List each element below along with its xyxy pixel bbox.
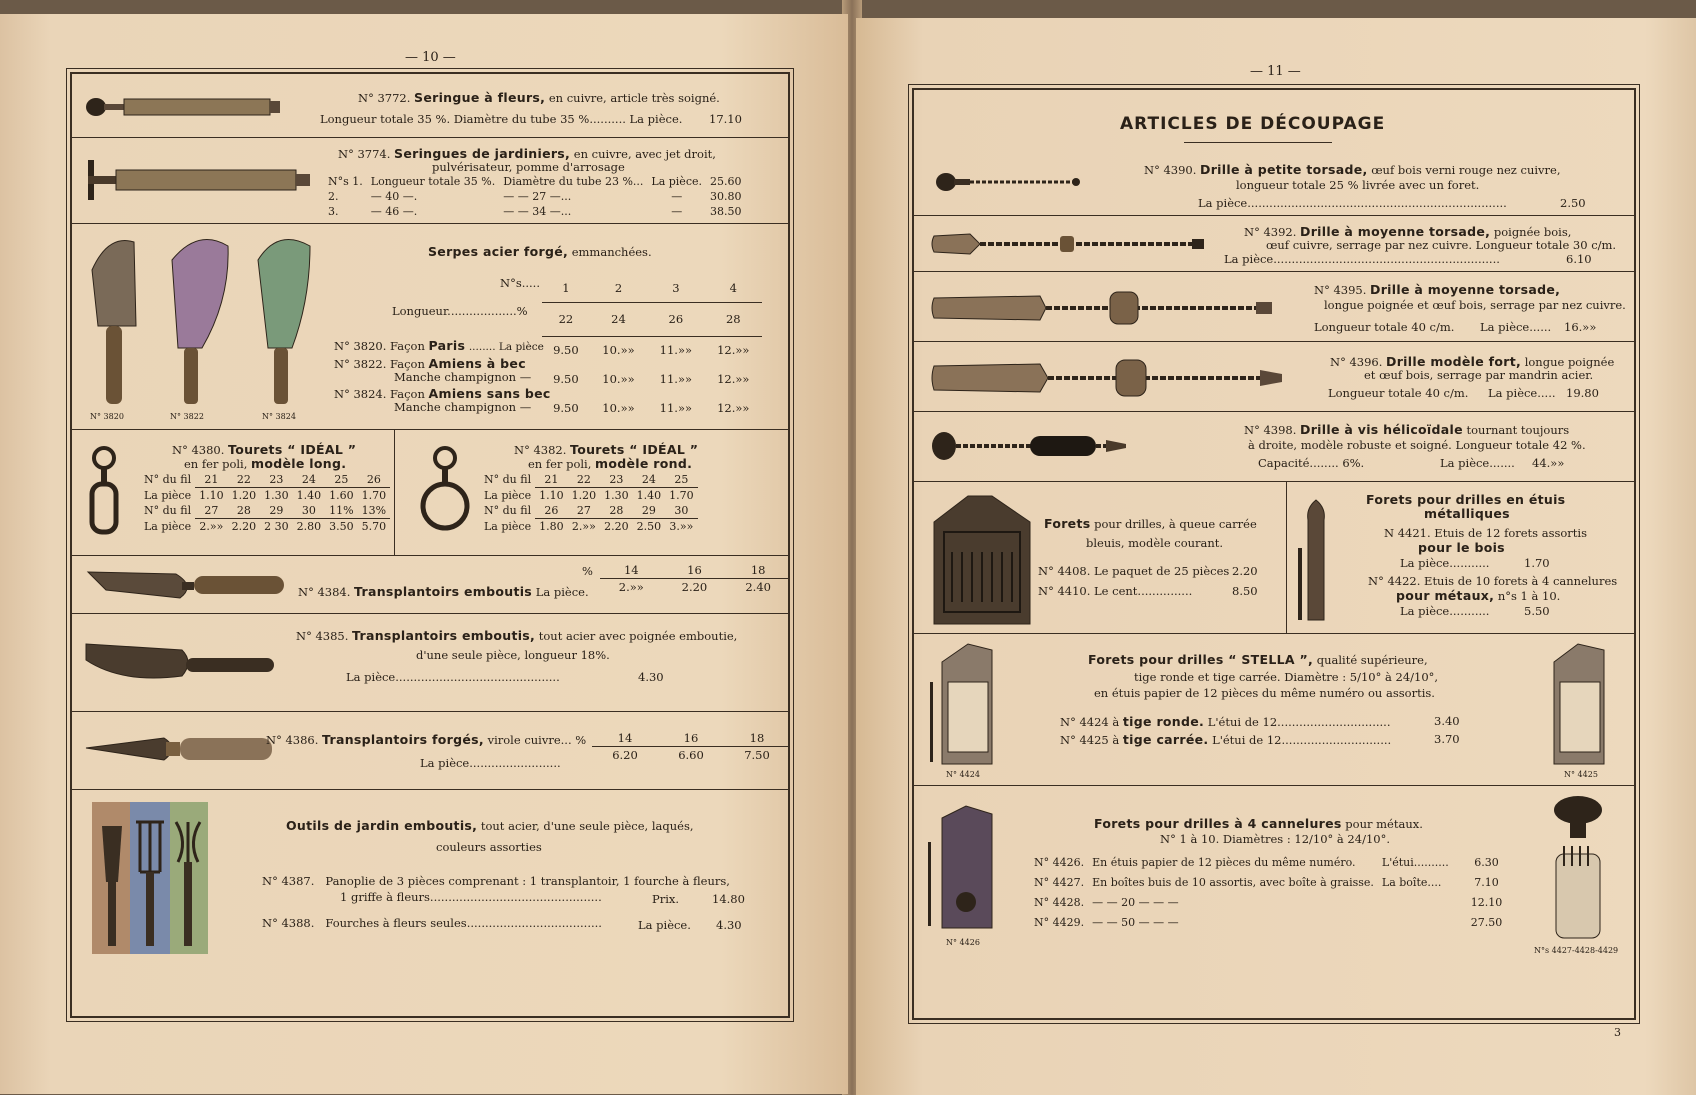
style-sub: Manche champignon — [394,370,532,384]
item-price: 4.30 [716,918,742,932]
right-page [856,18,1696,1095]
item-price: 1.70 [1524,556,1550,570]
corner-page-number: 3 [1614,1026,1621,1039]
left-frame [70,72,790,1018]
trowel-stamped-icon [82,634,282,688]
item-price: 14.80 [712,892,745,906]
trowel-icon [86,564,286,606]
item-price: 16.»» [1564,320,1597,334]
item-desc: emmanchées. [571,245,652,259]
syringe-table: N°s 1. Longueur totale 35 %. Diamètre du tube 23 %... La pièce. 25.60 2. — 40 —. — — 27 —... — 30.80 3. — 46 —. — — 34 —... — 38.50 [328,175,742,218]
item-desc-2: Longueur totale 35 %. Diamètre du tube 35 %.......... La pièce. [320,112,683,126]
section-title: ARTICLES DE DÉCOUPAGE [1120,114,1386,134]
trowel-forged-icon [84,730,274,768]
trowel-4386-table: 14 16 18 6.20 6.60 7.50 [592,730,790,763]
caption-3820: N° 3820 [90,412,124,421]
item-4392: N° 4392. Drille à moyenne torsade, poignée bois, œuf cuivre, serrage par nez cuivre. Longueur totale 30 c/m. La pièce.............................................................. 6.10 [914,216,1634,272]
item-4390: N° 4390. Drille à petite torsade, œuf bois verni rouge nez cuivre, longueur totale 25 % livrée avec un foret. La pièce....................................................................... 2.50 [914,150,1634,216]
item-price: 44.»» [1532,456,1565,470]
item-number: N° 3774. [338,147,391,161]
item-name: Forets [1044,516,1091,531]
swivel-long-icon [86,444,122,540]
item-name: Forets pour drilles en étuis [1366,492,1566,507]
item-4386: N° 4386. Transplantoirs forgés, virole cuivre... % La pièce......................... 14 16 18 6.20 6.60 7.50 [72,712,788,790]
item-number: N° 3772. [358,91,411,105]
item-4398: N° 4398. Drille à vis hélicoïdale tournant toujours à droite, modèle robuste et soigné. Longueur totale 42 %. Capacité........ 6%. La pièce....... 44.»» [914,412,1634,482]
item-cannelures: N° 4426 Forets pour drilles à 4 cannelures pour métaux. N° 1 à 10. Diamètres : 12/10° à 24/10°. N° 4426. En étuis papier de 12 pièces du même numéro. L'étui.......... 6.30 N° 4427. En boîtes buis de 10 assortis, avec boîte à graisse. La boîte.... 7.10 N° 4428. — — 20 — — — 12.10 N° 4429. — — 50 — — — 27.50 N°s 4427-4428-4429 [914,786,1634,1016]
swivel-round-icon [418,444,472,540]
item-price: 5.50 [1524,604,1550,618]
stella-pack-left-icon [928,642,998,766]
item-name: Outils de jardin emboutis, [286,818,478,833]
garden-tools-panel-icon [92,802,208,954]
drill-helical-icon [930,426,1130,466]
item-name: Drille à moyenne torsade, [1300,224,1491,239]
item-name: Drille modèle fort, [1386,354,1522,369]
item-name: Tourets “ IDÉAL ” [228,442,357,457]
metal-case-icon [1294,498,1334,624]
page-number: — 11 — [1250,64,1301,79]
caption-4426: N° 4426 [946,938,980,947]
item-stella: N° 4424 Forets pour drilles “ STELLA ”, qualité supérieure, tige ronde et tige carrée. Diamètre : 5/10° à 24/10°, en étuis papier de 12 pièces du même numéro ou assortis. N° 4424 à tige ronde. L'étui de 12............................... 3.40 N° 4425 à tige carrée. L'étui de 12.............................. 3.70 N° 4425 [914,634,1634,786]
item-forets: Forets pour drilles, à queue carrée bleuis, modèle courant. N° 4408. Le paquet de 25 pièces 2.20 N° 4410. Le cent............... 8.50 Forets pour drilles en étuis métalliques N 4421. Etuis de 12 forets assortis pour le bois La pièce........... 1.70 N° 4422. Etuis de 10 forets à 4 cannelures pour métaux, n°s 1 à 10. La pièce........... 5.50 [914,482,1634,634]
item-price: 2.20 [1232,564,1258,578]
item-name: Drille à vis hélicoïdale [1300,422,1463,437]
item-outils: Outils de jardin emboutis, tout acier, d'une seule pièce, laqués, couleurs assorties N° 4387. Panoplie de 3 pièces comprenant : 1 transplantoir, 1 fourche à fleurs, 1 griffe à fleurs............................................... Prix. 14.80 N° 4388. Fourches à fleurs seules..................................... La pièce. 4.30 [72,790,788,1016]
style-name: Paris [428,338,466,353]
drill-long-icon [930,286,1280,330]
item-price: 2.50 [1560,196,1586,210]
page-number: — 10 — [405,50,456,65]
billhook-icon [78,230,328,408]
item-serpes: N° 3820 N° 3822 N° 3824 Serpes acier forgé, emmanchées. N°s..... Longueur...................% N° 3820. Façon Paris ........ La pièce N° 3822. Façon Amiens à bec Manche champignon — N° 3824. Façon Amiens sans bec Manche champignon — 1 2 3 4 22 24 26 28 9.50 10.»» 11.»» 12.»» 9.50 10.»» 11.»» 12.»» 9.50 10.»» 11.»» 12.»» [72,224,788,430]
item-3774 [72,138,788,224]
stella-pack-right-icon [1548,642,1618,766]
item-name: Forets pour drilles à 4 cannelures [1094,816,1342,831]
item-desc: en cuivre, avec jet droit, [573,147,716,161]
boxwood-case-icon [1548,794,1608,944]
item-name: Drille à moyenne torsade, [1370,282,1561,297]
item-name: Tourets “ IDÉAL ” [570,442,699,457]
drill-small-icon [934,170,1084,194]
item-price: 8.50 [1232,584,1258,598]
caption-4425: N° 4425 [1564,770,1598,779]
item-price: 3.40 [1434,714,1460,728]
item-name: Drille à petite torsade, [1200,162,1368,177]
item-4384: N° 4384. Transplantoirs emboutis La pièce. % 14 16 18 2.»» 2.20 2.40 [72,556,788,614]
fluted-bits-table: N° 4426. En étuis papier de 12 pièces du même numéro. L'étui.......... 6.30 N° 4427. En boîtes buis de 10 assortis, avec boîte à graisse. La boîte.... 7.10 N° 4428. — — 20 — — — 12.10 N° 4429. — — 50 — — — 27.50 [1034,855,1503,929]
drill-medium-icon [930,226,1210,262]
item-name: Transplantoirs emboutis, [352,628,536,643]
item-price: 6.10 [1566,252,1592,266]
garden-syringe-icon [84,150,314,210]
item-name: Seringues de jardiniers, [394,146,571,161]
caption-4424: N° 4424 [946,770,980,779]
item-name: Forets pour drilles “ STELLA ”, [1088,652,1314,667]
item-price: 4.30 [638,670,664,684]
item-4395: N° 4395. Drille à moyenne torsade, longue poignée et œuf bois, serrage par nez cuivre. Longueur totale 40 c/m. La pièce...... 16.»» [914,272,1634,342]
item-name: Transplantoirs emboutis [354,584,533,599]
item-4385: N° 4385. Transplantoirs emboutis, tout acier avec poignée emboutie, d'une seule pièce, longueur 18%. La pièce............................................. 4.30 [72,614,788,712]
item-3772 [72,74,788,138]
caption-4427-4429: N°s 4427-4428-4429 [1534,946,1619,955]
length-label: Longueur...................% [392,304,528,318]
item-desc-2: pulvérisateur, pomme d'arrosage [432,160,625,174]
fluted-bits-pack-icon [926,802,996,930]
trowel-4384-table: 14 16 18 2.»» 2.20 2.40 [600,562,790,595]
item-name: Seringue à fleurs, [414,90,546,105]
style-name: Amiens sans bec [428,386,551,401]
drill-bits-pack-icon [928,492,1036,626]
item-price: 3.70 [1434,732,1460,746]
syringe-icon [84,94,284,120]
item-name: Transplantoirs forgés, [322,732,484,747]
serpes-table: 1 2 3 4 22 24 26 28 9.50 10.»» 11.»» 12.»» 9.50 10.»» 11.»» 12.»» 9.50 10.»» 11.»» 12.»» [542,274,762,422]
style-sub: Manche champignon — [394,400,532,414]
caption-3822: N° 3822 [170,412,204,421]
item-price: 17.10 [709,112,742,126]
left-page [0,14,848,1094]
item-name: Serpes acier forgé, [428,244,569,259]
drill-strong-icon [930,354,1290,402]
item-tourets: N° 4380. Tourets “ IDÉAL ” en fer poli, modèle long. N° du fil 21 22 23 24 25 26 La pièce 1.10 1.20 1.30 1.40 1.60 1.70 N° du fil 27 28 29 30 11% 13% La pièce 2.»» 2.20 2 30 2.80 3.50 5.70 N° 4382. Tourets “ IDÉAL ” en fer poli, modèle rond. N° du fil 21 22 23 24 25 La pièce 1.10 1.20 1.30 1.40 1.70 N° du fil 26 27 28 29 30 La pièce 1.80 2.»» 2.20 2.50 3.»» [72,430,788,556]
item-desc: en cuivre, article très soigné. [548,91,720,105]
head-label: N°s..... [500,276,540,290]
tourets-long-table: N° du fil 21 22 23 24 25 26 La pièce 1.10 1.20 1.30 1.40 1.60 1.70 N° du fil 27 28 29 30 11% 13% La pièce 2.»» 2.20 2 30 2.80 3.50 5.70 [140,472,390,534]
tourets-round-table: N° du fil 21 22 23 24 25 La pièce 1.10 1.20 1.30 1.40 1.70 N° du fil 26 27 28 29 30 La pièce 1.80 2.»» 2.20 2.50 3.»» [480,472,698,534]
style-name: Amiens à bec [428,356,526,371]
item-price: 19.80 [1566,386,1599,400]
caption-3824: N° 3824 [262,412,296,421]
item-4396: N° 4396. Drille modèle fort, longue poignée et œuf bois, serrage par mandrin acier. Longueur totale 40 c/m. La pièce..... 19.80 [914,342,1634,412]
right-frame [912,88,1636,1020]
